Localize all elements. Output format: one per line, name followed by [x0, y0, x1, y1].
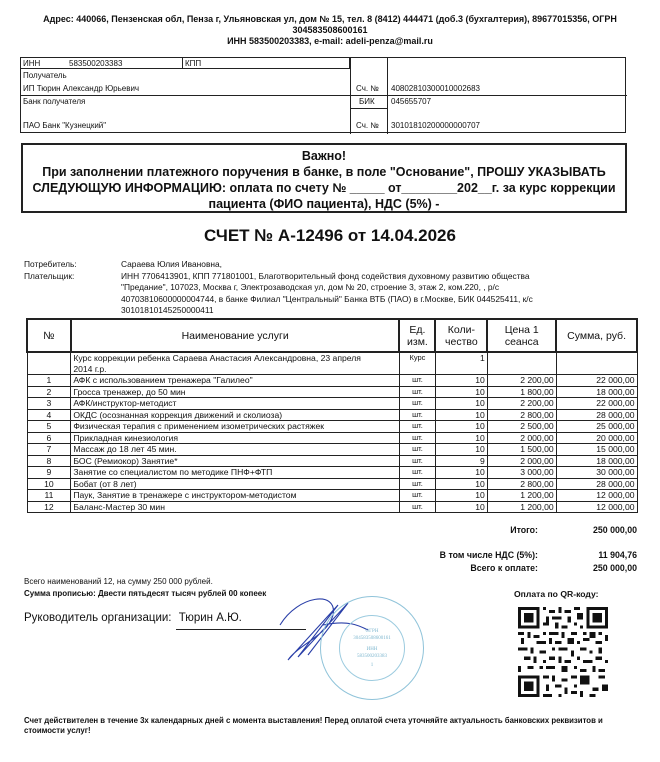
bik-value: 045655707	[391, 97, 432, 106]
course-name-line1: Курс коррекции ребенка Сараева Анастасия Александровна, 23 апреля	[73, 353, 361, 363]
cell-price: 2 200,00	[487, 375, 556, 387]
table-row	[27, 501, 637, 513]
cell-num	[27, 352, 71, 375]
payer-line: ИНН 7706413901, КПП 771801001, Благотворительный фонд содействия духовному развитию общества	[121, 271, 530, 281]
cell-sum: 12 000,00	[556, 501, 637, 513]
col-header-unit-line2: изм.	[407, 335, 428, 348]
cell-price: 2 200,00	[487, 398, 556, 410]
cell-unit: шт.	[399, 386, 435, 398]
cell-name: БОС (Ремиокор) Занятие*	[71, 455, 400, 467]
due-value: 250 000,00	[592, 563, 637, 573]
cell-unit: шт.	[399, 455, 435, 467]
row-divider	[21, 95, 627, 98]
vat-value: 11 904,76	[598, 550, 637, 560]
stamp-ogrn-value: 304583508600161	[353, 636, 391, 641]
cell-name: Бобат (от 8 лет)	[71, 478, 400, 490]
cell-price: 1 200,00	[487, 501, 556, 513]
payer-line: 30101810145250000411	[121, 304, 214, 315]
cell-num: 12	[27, 501, 71, 513]
qr-payment-label: Оплата по QR-коду:	[514, 589, 599, 599]
col-header-name: Наименование услуги	[71, 319, 400, 352]
cell-price: 2 800,00	[487, 478, 556, 490]
company-address-header	[20, 14, 640, 47]
corr-account-value: 30101810200000000707	[391, 121, 480, 130]
consumer-label: Потребитель:	[24, 259, 77, 269]
table-row	[27, 467, 637, 479]
cell-unit: шт.	[399, 478, 435, 490]
cell-qty: 10	[435, 386, 487, 398]
col-header-num: №	[27, 319, 71, 352]
corr-account-label: Сч. №	[356, 121, 379, 130]
cell-unit: шт.	[399, 409, 435, 421]
important-notice-box	[21, 143, 627, 213]
payer-value	[121, 271, 601, 316]
bik-divider	[350, 108, 387, 111]
signatory	[24, 612, 242, 624]
cell-qty: 10	[435, 432, 487, 444]
important-line-2: СЛЕДУЮЩУЮ ИНФОРМАЦИЮ: оплата по счету № _____ от________202__г. за курс коррекции	[32, 181, 616, 195]
cell-unit: Курс	[399, 352, 435, 375]
cell-sum: 28 000,00	[556, 409, 637, 421]
cell-sum: 25 000,00	[556, 421, 637, 433]
cell-name: Занятие со специалистом по методике ПНФ+ФТП	[71, 467, 400, 479]
cell-qty: 10	[435, 421, 487, 433]
cell-price: 1 500,00	[487, 444, 556, 456]
cell-sum	[556, 352, 637, 375]
items-count-summary: Всего наименований 12, на сумму 250 000 рублей.	[24, 577, 213, 586]
signatory-name: Тюрин А.Ю.	[178, 612, 242, 624]
cell-price: 1 200,00	[487, 490, 556, 502]
table-row	[27, 490, 637, 502]
payer-label: Плательщик:	[24, 271, 75, 281]
table-header-row	[27, 319, 637, 352]
inn-value: 583500203383	[69, 59, 123, 68]
table-row	[27, 409, 637, 421]
cell-sum: 22 000,00	[556, 375, 637, 387]
table-row	[27, 455, 637, 467]
account-label: Сч. №	[356, 84, 379, 93]
cell-num: 10	[27, 478, 71, 490]
cell-unit: шт.	[399, 432, 435, 444]
cell-price: 2 000,00	[487, 455, 556, 467]
table-row	[27, 478, 637, 490]
table-row	[27, 432, 637, 444]
table-row	[27, 444, 637, 456]
cell-name: Баланс-Мастер 30 мин	[71, 501, 400, 513]
payment-qr-code-icon[interactable]	[518, 607, 608, 697]
important-line-1: При заполнении платежного поручения в банке, в поле "Основание", ПРОШУ УКАЗЫВАТЬ	[42, 165, 606, 179]
cell-num: 6	[27, 432, 71, 444]
account-value: 40802810300010002683	[391, 84, 480, 93]
cell-sum: 18 000,00	[556, 455, 637, 467]
cell-unit: шт.	[399, 490, 435, 502]
recipient-label: Получатель	[23, 71, 67, 80]
col-header-sum: Сумма, руб.	[556, 319, 637, 352]
cell-qty: 10	[435, 501, 487, 513]
cell-unit: шт.	[399, 501, 435, 513]
cell-num: 2	[27, 386, 71, 398]
col-header-price-line1: Цена 1	[504, 323, 539, 336]
important-line-3: пациента (ФИО пациента), НДС (5%) -	[208, 197, 440, 211]
table-row	[27, 375, 637, 387]
cell-unit: шт.	[399, 444, 435, 456]
address-line-3: ИНН 583500203383, e-mail: adeli-penza@mail.ru	[227, 36, 433, 46]
cell-sum: 20 000,00	[556, 432, 637, 444]
cell-qty: 10	[435, 478, 487, 490]
cell-qty: 9	[435, 455, 487, 467]
cell-qty: 10	[435, 490, 487, 502]
cell-num: 5	[27, 421, 71, 433]
col-header-price	[487, 319, 556, 352]
total-value: 250 000,00	[592, 525, 637, 535]
cell-name: АФК с использованием тренажера "Галилео"	[71, 375, 400, 387]
cell-num: 8	[27, 455, 71, 467]
cell-qty: 10	[435, 467, 487, 479]
invoice-title: СЧЕТ № А-12496 от 14.04.2026	[204, 226, 456, 245]
cell-qty: 10	[435, 398, 487, 410]
col-header-qty	[435, 319, 487, 352]
cell-sum: 15 000,00	[556, 444, 637, 456]
stamp-inn-label: ИНН	[366, 647, 378, 652]
cell-price	[487, 352, 556, 375]
cell-num: 7	[27, 444, 71, 456]
services-table	[26, 318, 638, 513]
table-row	[27, 398, 637, 410]
amount-in-words: Сумма прописью: Двести пятьдесят тысяч рублей 00 копеек	[24, 589, 267, 598]
table-row	[27, 386, 637, 398]
cell-price: 2 800,00	[487, 409, 556, 421]
cell-name	[71, 352, 400, 375]
payer-line: 40703810600000004744, в банке Филиал "Центральный" Банка ВТБ (ПАО) в г.Москве, БИК 044525411, к/с	[121, 293, 533, 304]
signatory-label: Руководитель организации:	[24, 612, 172, 624]
inn-label: ИНН	[23, 59, 41, 68]
company-stamp	[320, 596, 424, 700]
bank-details-table	[20, 57, 626, 133]
cell-name: Паук, Занятие в тренажере с инструктором-методистом	[71, 490, 400, 502]
vat-label: В том числе НДС (5%):	[439, 550, 538, 560]
important-heading: Важно!	[301, 149, 347, 163]
table-row-course	[27, 352, 637, 375]
bank-label: Банк получателя	[23, 97, 86, 106]
kpp-label: КПП	[185, 59, 202, 68]
cell-price: 2 000,00	[487, 432, 556, 444]
recipient-value: ИП Тюрин Александр Юрьевич	[23, 84, 140, 93]
cell-num: 1	[27, 375, 71, 387]
cell-qty: 1	[435, 352, 487, 375]
cell-sum: 18 000,00	[556, 386, 637, 398]
stamp-inn-value: 583500203383	[357, 654, 387, 659]
bik-label: БИК	[359, 97, 375, 106]
col-header-qty-line1: Коли-	[447, 323, 475, 336]
cell-qty: 10	[435, 409, 487, 421]
cell-num: 4	[27, 409, 71, 421]
validity-note: Счет действителен в течение 3х календарных дней с момента выставления! Перед оплатой счета уточняйте актуальность банковских реквизитов и стоимости услуг!	[24, 716, 603, 735]
cell-sum: 22 000,00	[556, 398, 637, 410]
table-row	[27, 421, 637, 433]
consumer-value: Сараева Юлия Ивановна,	[121, 259, 222, 269]
col-header-qty-line2: чество	[445, 335, 478, 348]
cell-unit: шт.	[399, 421, 435, 433]
col-header-unit	[399, 319, 435, 352]
cell-qty: 10	[435, 444, 487, 456]
col-header-unit-line1: Ед.	[409, 323, 426, 336]
course-name-line2: 2014 г.р.	[73, 363, 107, 374]
cell-name: Массаж до 18 лет 45 мин.	[71, 444, 400, 456]
cell-price: 2 500,00	[487, 421, 556, 433]
stamp-ogrn-label: ОГРН	[365, 629, 379, 634]
address-line-2: 304583508600161	[292, 25, 368, 35]
stamp-number: 1	[370, 663, 374, 668]
cell-sum: 30 000,00	[556, 467, 637, 479]
payer-line: "Предание", 107023, Москва г, Электрозаводская ул, дом № 20, строение 3, этаж 2, ком.220, , р/с	[121, 282, 500, 293]
cell-sum: 12 000,00	[556, 490, 637, 502]
cell-name: Прикладная кинезиология	[71, 432, 400, 444]
cell-num: 9	[27, 467, 71, 479]
bank-value: ПАО Банк "Кузнецкий"	[23, 121, 107, 130]
cell-name: ОКДС (осознанная коррекция движений и сколиоза)	[71, 409, 400, 421]
cell-num: 11	[27, 490, 71, 502]
cell-unit: шт.	[399, 467, 435, 479]
address-line-1: Адрес: 440066, Пензенская обл, Пенза г, Ульяновская ул, дом № 15, тел. 8 (8412) 444471 (доб.3 (бухгалтерия), 89677015356, ОГРН	[43, 14, 617, 24]
cell-unit: шт.	[399, 398, 435, 410]
due-label: Всего к оплате:	[470, 563, 538, 573]
cell-name: АФК/инструктор-методист	[71, 398, 400, 410]
cell-name: Гросса тренажер, до 50 мин	[71, 386, 400, 398]
cell-name: Физическая терапия с применением изометрических растяжек	[71, 421, 400, 433]
cell-price: 3 000,00	[487, 467, 556, 479]
cell-qty: 10	[435, 375, 487, 387]
cell-num: 3	[27, 398, 71, 410]
cell-sum: 28 000,00	[556, 478, 637, 490]
col-header-price-line2: сеанса	[504, 335, 539, 348]
cell-price: 1 800,00	[487, 386, 556, 398]
total-label: Итого:	[510, 525, 538, 535]
cell-unit: шт.	[399, 375, 435, 387]
